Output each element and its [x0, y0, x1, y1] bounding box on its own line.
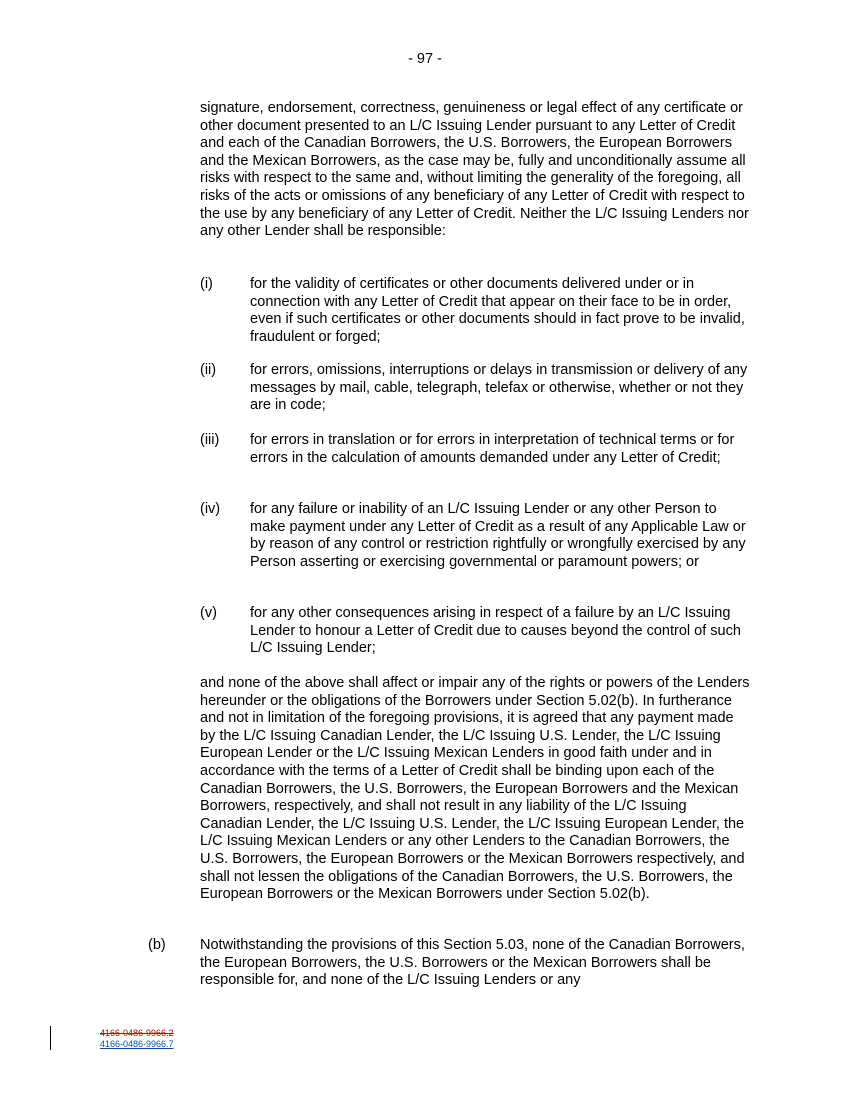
body-paragraph-conclusion: and none of the above shall affect or impair any of the rights or powers of the Lenders hereunder or the obligations of the Borrowers under Section 5.02(b). In furtherance and not in limitation of the foregoing provisions, it is agreed that any payment made by the L/C Issuing Canadian Lender, the L/C Issuing U.S. Lender, the L/C Issuing European Lender or the L/C Issuing Mexican Lenders in good faith under and in accordance with the terms of a Letter of Credit shall be binding upon each of the Canadian Borrowers, the U.S. Borrowers, the European Borrowers and the Mexican Borrowers, respectively, and shall not result in any liability of the L/C Issuing Canadian Lender, the L/C Issuing U.S. Lender, the L/C Issuing European Lender, the L/C Issuing Mexican Lenders or any other Lenders to the Canadian Borrowers, the U.S. Borrowers, the European Borrowers or the Mexican Borrowers respectively, and shall not lessen the obligations of the Canadian Borrowers, the U.S. Borrowers, the European Borrowers or the Mexican Borrowers under Section 5.02(b). [200, 675, 750, 903]
subsection-number: (b) [148, 937, 166, 953]
change-bar [50, 1026, 51, 1050]
list-item-text: for errors, omissions, interruptions or delays in transmission or delivery of any messages by mail, cable, telegraph, telefax or otherwise, whether or not they are in code; [250, 362, 748, 414]
list-item-text: for the validity of certificates or other documents delivered under or in connection with any Letter of Credit that appear on their face to be in order, even if such certificates or other documents should in fact prove to be invalid, fraudulent or forged; [250, 276, 745, 345]
list-item-number: (v) [200, 605, 217, 621]
list-item-number: (iv) [200, 501, 221, 517]
list-item-number: (i) [200, 276, 213, 292]
body-paragraph-intro: signature, endorsement, correctness, genuineness or legal effect of any certificate or other document presented to an L/C Issuing Lender pursuant to any Letter of Credit and each of the Canadian Borrowers, the U.S. Borrowers, the European Borrowers and the Mexican Borrowers, as the case may be, fully and unconditionally assume all risks with respect to the same and, without limiting the generality of the foregoing, all risks of the acts or omissions of any beneficiary of any Letter of Credit with respect to the use by any beneficiary of any Letter of Credit. Neither the L/C Issuing Lenders nor any other Lender shall be responsible: [200, 100, 749, 240]
list-item-text: for any failure or inability of an L/C Issuing Lender or any other Person to make payment under any Letter of Credit as a result of any Applicable Law or by reason of any control or restriction rightfully or wrongfully exercised by any Person asserting or exercising governmental or paramount powers; or [250, 501, 746, 570]
page-number: - 97 - [408, 51, 442, 67]
document-id-deleted: 4166-0486-9966.2 [100, 1028, 174, 1038]
subsection-text: Notwithstanding the provisions of this Section 5.03, none of the Canadian Borrowers, the European Borrowers, the U.S. Borrowers or the Mexican Borrowers shall be responsible for, and none of the L/C Issuing Lenders or any [200, 937, 745, 989]
document-id-footer [100, 1028, 174, 1050]
list-item-text: for errors in translation or for errors in interpretation of technical terms or for errors in the calculation of amounts demanded under any Letter of Credit; [250, 432, 735, 466]
list-item-number: (ii) [200, 362, 217, 378]
list-item-number: (iii) [200, 432, 220, 448]
document-id-inserted: 4166-0486-9966.7 [100, 1039, 174, 1049]
list-item-text: for any other consequences arising in respect of a failure by an L/C Issuing Lender to honour a Letter of Credit due to causes beyond the control of such L/C Issuing Lender; [250, 605, 741, 657]
